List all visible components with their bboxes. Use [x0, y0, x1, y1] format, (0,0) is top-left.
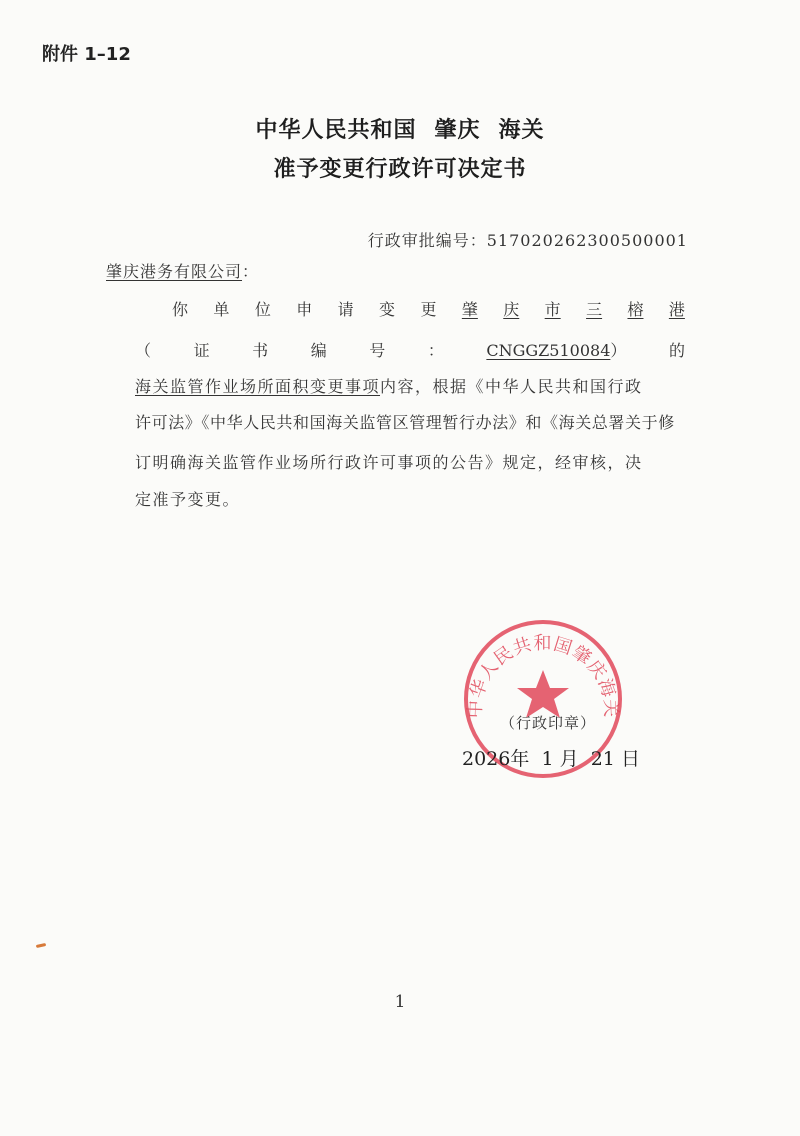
body-line-3 — [135, 374, 695, 397]
seal-text: 中华人民共和国肇庆海关 — [464, 632, 622, 719]
body-char: 证 — [193, 341, 210, 360]
body-line-5: 订明确海关监管作业场所行政许可事项的公告》规定，经审核，决 — [135, 453, 643, 472]
body-char: 书 — [252, 341, 269, 360]
body-char: 编 — [310, 341, 327, 360]
date-day: 21 — [590, 748, 615, 770]
body-char: 变 — [379, 300, 396, 319]
date-day-unit: 日 — [620, 748, 640, 770]
body-char-underlined: 市 — [544, 300, 561, 319]
attachment-label: 附件 1–12 — [42, 44, 131, 65]
body-line-6: 定准予变更。 — [135, 490, 241, 509]
body-line-2 — [135, 338, 685, 362]
body-char: ） — [610, 341, 627, 360]
page-number: 1 — [394, 992, 406, 1012]
title-country: 中华人民共和国 — [255, 117, 417, 143]
seal-star-icon — [517, 670, 569, 718]
body-char-underlined: 港 — [668, 300, 685, 319]
body-char: 单 — [213, 300, 230, 319]
title-city: 肇庆 — [434, 117, 481, 143]
decision-date — [462, 744, 640, 771]
title-customs: 海关 — [498, 117, 545, 143]
body-char-underlined: 肇 — [461, 300, 478, 319]
body-char: 的 — [668, 341, 685, 360]
date-month-unit: 月 — [559, 748, 579, 770]
certificate-number-group — [486, 338, 626, 361]
body-char: 你 — [172, 300, 189, 319]
body-char: （ — [135, 341, 152, 360]
date-month: 1 — [541, 748, 554, 770]
recipient-colon: ： — [242, 262, 260, 281]
body-char-underlined: 榕 — [627, 300, 644, 319]
scan-speck — [36, 943, 46, 948]
body-char: 位 — [254, 300, 271, 319]
change-item: 海关监管作业场所面积变更事项 — [135, 377, 381, 396]
date-year: 2026 — [462, 748, 511, 770]
date-year-unit: 年 — [510, 748, 530, 770]
seal-label: （行政印章） — [500, 714, 597, 732]
body-line-4: 许可法》《中华人民共和国海关监管区管理暂行办法》和《海关总署关于修 — [135, 413, 675, 432]
body-char-underlined: 庆 — [503, 300, 520, 319]
body-char: 更 — [420, 300, 437, 319]
body-line-1 — [172, 297, 685, 321]
recipient-line — [106, 259, 259, 282]
document-title-line2: 准予变更行政许可决定书 — [273, 156, 527, 182]
body-text: 内容，根据《中华人民共和国行政 — [380, 377, 643, 396]
body-char: 请 — [337, 300, 354, 319]
certificate-number: CNGGZ510084 — [486, 341, 611, 360]
document-title-line1 — [0, 113, 800, 144]
recipient-name: 肇庆港务有限公司 — [106, 262, 243, 281]
body-char: 申 — [296, 300, 313, 319]
body-char: ： — [427, 341, 444, 360]
approval-number: 行政审批编号：517020262300500001 — [367, 231, 688, 250]
body-char: 号 — [369, 341, 386, 360]
body-char-underlined: 三 — [586, 300, 603, 319]
